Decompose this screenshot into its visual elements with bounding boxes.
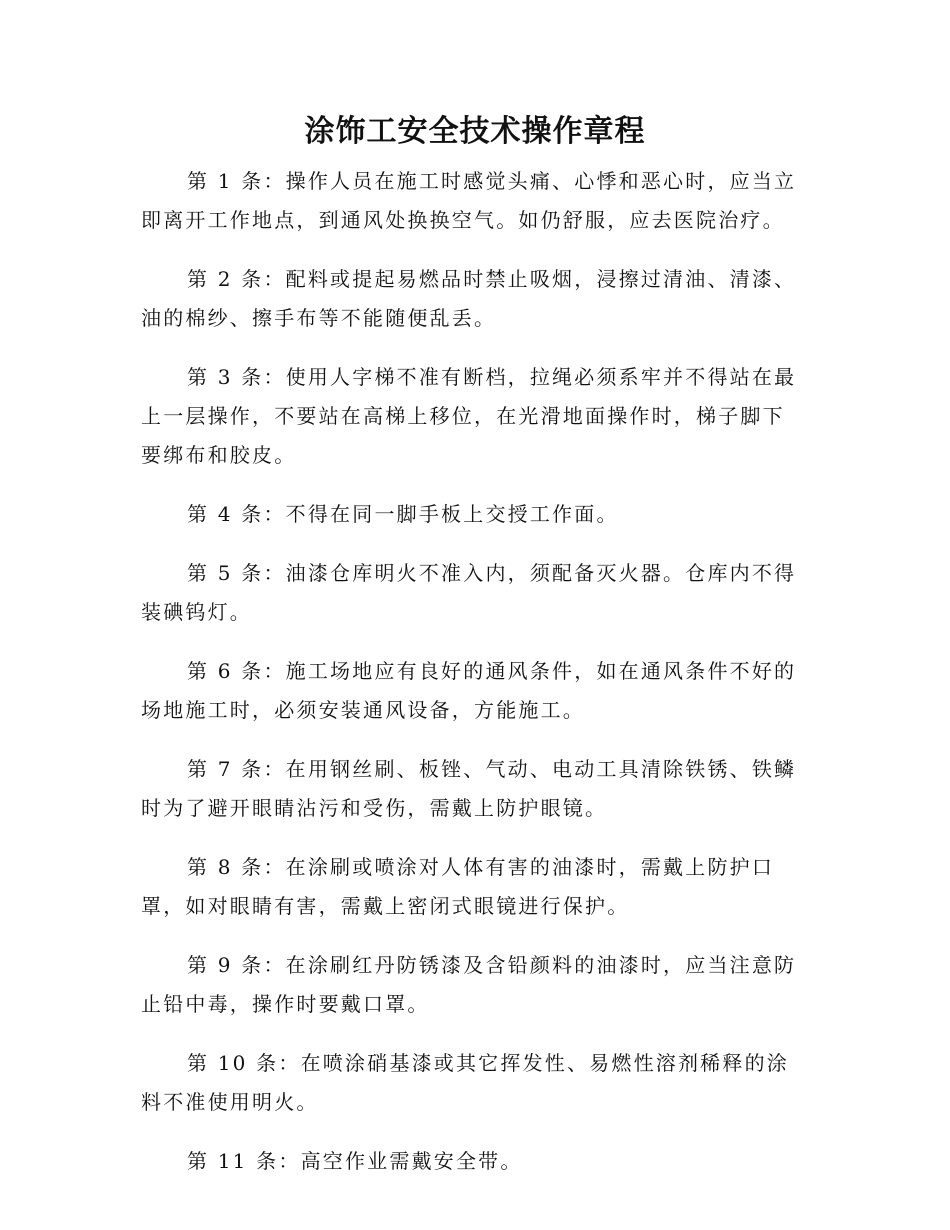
article-5: 第 5 条：油漆仓库明火不准入内，须配备灭火器。仓库内不得装碘钨灯。 [141, 561, 797, 624]
article-3: 第 3 条：使用人字梯不准有断档，拉绳必须系牢并不得站在最上一层操作，不要站在高梯上移位，在光滑地面操作时，梯子脚下要绑布和胶皮。 [141, 365, 797, 467]
article-7: 第 7 条：在用钢丝刷、板锉、气动、电动工具清除铁锈、铁鳞时为了避开眼睛沾污和受伤，需戴上防护眼镜。 [141, 757, 797, 820]
article-4: 第 4 条：不得在同一脚手板上交授工作面。 [187, 502, 619, 526]
article-list [141, 162, 801, 1201]
article-11: 第 11 条：高空作业需戴安全带。 [187, 1149, 523, 1173]
article-8: 第 8 条：在涂刷或喷涂对人体有害的油漆时，需戴上防护口罩，如对眼睛有害，需戴上密闭式眼镜进行保护。 [141, 855, 775, 918]
article-9: 第 9 条：在涂刷红丹防锈漆及含铅颜料的油漆时，应当注意防止铅中毒，操作时要戴口罩。 [141, 953, 797, 1016]
document-title: 涂饰工安全技术操作章程 [304, 114, 646, 149]
article-1: 第 1 条：操作人员在施工时感觉头痛、心悸和恶心时，应当立即离开工作地点，到通风处换换空气。如仍舒服，应去医院治疗。 [141, 169, 797, 232]
article-2: 第 2 条：配料或提起易燃品时禁止吸烟，浸擦过清油、清漆、油的棉纱、擦手布等不能随便乱丢。 [141, 267, 797, 330]
article-10: 第 10 条：在喷涂硝基漆或其它挥发性、易燃性溶剂稀释的涂料不准使用明火。 [141, 1051, 789, 1114]
article-6: 第 6 条：施工场地应有良好的通风条件，如在通风条件不好的场地施工时，必须安装通风设备，方能施工。 [141, 659, 797, 722]
